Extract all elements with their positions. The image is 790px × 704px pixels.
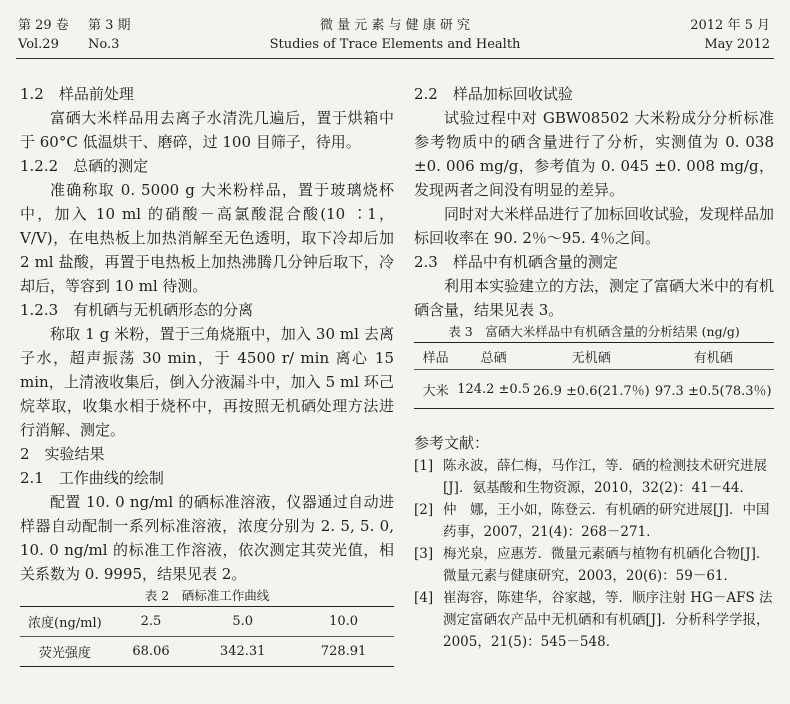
paragraph: 准确称取 0. 5000 g 大米粉样品，置于玻璃烧杯中，加入 10 ml 的硝酸－高氯酸混合酸(10 ∶1，V/V)，在电热板上加热消解至无色透明，取下冷却后加 2 ml 盐酸，再置于电热板上加热沸腾几分钟后取下，冷却后，等容到 10 ml 待测。 bbox=[20, 181, 394, 295]
table-bottom-rule bbox=[20, 666, 394, 667]
table-cell: 68.06 bbox=[132, 644, 170, 659]
table-cell: 2.5 bbox=[140, 614, 162, 629]
table-cell: 26.9 ±0.6(21.7％) bbox=[532, 383, 650, 399]
table-row-label: 浓度(ng/ml) bbox=[28, 616, 102, 631]
header-date-en: May 2012 bbox=[704, 37, 770, 52]
section-heading: 2.1 工作曲线的绘制 bbox=[20, 469, 164, 487]
paragraph: 同时对大米样品进行了加标回收试验，发现样品加标回收率在 90. 2％～95. 4％之间。 bbox=[414, 205, 775, 247]
reference-number: [4] bbox=[414, 590, 434, 606]
table-row-label: 荧光强度 bbox=[38, 646, 91, 661]
table-cell: 342.31 bbox=[219, 644, 266, 659]
section-heading: 1.2 样品前处理 bbox=[20, 85, 134, 103]
reference-item bbox=[414, 499, 774, 543]
references-heading: 参考文献： bbox=[414, 434, 490, 452]
table-row bbox=[414, 370, 774, 408]
journal-title-en: Studies of Trace Elements and Health bbox=[269, 37, 521, 52]
left-column bbox=[20, 82, 394, 667]
section-heading: 2.2 样品加标回收试验 bbox=[414, 85, 573, 103]
table-2 bbox=[20, 607, 394, 666]
paragraph: 称取 1 g 米粉，置于三角烧瓶中，加入 30 ml 去离子水，超声振荡 30 min，于 4500 r/ min 离心 15 min，上清液收集后，倒入分液漏斗中，加入 5 ml 环己烷萃取，收集水相于烧杯中，再按照无机硒处理方法进行消解、测定。 bbox=[20, 325, 394, 439]
table-header: 总硒 bbox=[480, 350, 507, 366]
paragraph: 富硒大米样品用去离子水清洗几遍后，置于烘箱中于 60°C 低温烘干、磨碎，过 100 目筛子，待用。 bbox=[20, 109, 394, 151]
table-cell: 大米 bbox=[422, 383, 449, 399]
reference-text: 仲 娜，王小如，陈登云．有机硒的研究进展[J]．中国药事，2007，21(4)：268－271． bbox=[443, 502, 770, 540]
table-row bbox=[20, 637, 394, 666]
reference-item bbox=[414, 543, 774, 587]
paragraph: 试验过程中对 GBW08502 大米粉成分分析标准参考物质中的硒含量进行了分析，实测值为 0. 038 ±0. 006 mg/g，参考值为 0. 045 ±0. 008 mg/g，发现两者之间没有明显的差异。 bbox=[414, 109, 774, 199]
reference-text: 陈永波，薛仁梅，马作江，等．硒的检测技术研究进展[J]．氨基酸和生物资源，2010，32(2)：41－44． bbox=[443, 458, 767, 496]
section-heading: 1.2.2 总硒的测定 bbox=[20, 157, 149, 175]
header-date-cn: 2012 年 5 月 bbox=[690, 18, 770, 33]
header-date bbox=[690, 16, 770, 54]
header-divider bbox=[16, 58, 774, 59]
table-cell: 728.91 bbox=[320, 644, 367, 659]
table-header: 有机硒 bbox=[693, 350, 733, 366]
header-volume-cn: 第 29 卷 bbox=[18, 18, 69, 33]
reference-text: 梅光泉，应惠芳．微量元素硒与植物有机硒化合物[J]．微量元素与健康研究，2003，20(6)：59－61． bbox=[443, 546, 770, 584]
table-cell: 5.0 bbox=[232, 614, 254, 629]
table-header: 无机硒 bbox=[571, 350, 611, 366]
section-heading: 1.2.3 有机硒与无机硒形态的分离 bbox=[20, 301, 254, 319]
table-3 bbox=[414, 343, 774, 408]
table-cell: 97.3 ±0.5(78.3％) bbox=[654, 383, 772, 399]
section-heading: 2.3 样品中有机硒含量的测定 bbox=[414, 253, 618, 271]
table-2-caption: 表 2 硒标准工作曲线 bbox=[144, 588, 270, 603]
table-row bbox=[20, 607, 394, 636]
paragraph: 利用本实验建立的方法，测定了富硒大米中的有机硒含量，结果见表 3。 bbox=[414, 277, 775, 319]
reference-number: [2] bbox=[414, 502, 434, 518]
journal-title-cn: 微 量 元 素 与 健 康 研 究 bbox=[319, 18, 471, 33]
header-journal bbox=[0, 16, 790, 54]
reference-number: [1] bbox=[414, 458, 434, 474]
right-column bbox=[414, 82, 774, 653]
table-cell: 124.2 ±0.5 bbox=[457, 381, 531, 397]
reference-list bbox=[414, 455, 774, 653]
header-issue-en: No.3 bbox=[88, 37, 120, 52]
table-cell: 10.0 bbox=[329, 614, 359, 629]
section-heading: 2 实验结果 bbox=[20, 445, 105, 463]
reference-item bbox=[414, 455, 774, 499]
reference-item bbox=[414, 587, 774, 653]
table-header: 样品 bbox=[422, 350, 449, 366]
table-header-row bbox=[414, 343, 774, 369]
paragraph: 配置 10. 0 ng/ml 的硒标准溶液，仪器通过自动进样器自动配制一系列标准溶液，浓度分别为 2. 5, 5. 0, 10. 0 ng/ml 的标准工作溶液，依次测定其荧光值，相关系数为 0. 9995，结果见表 2。 bbox=[20, 493, 394, 583]
header-volume-en: Vol.29 bbox=[18, 37, 59, 52]
header-issue-cn: 第 3 期 bbox=[88, 18, 131, 33]
reference-text: 崔海容，陈建华，谷家越，等．顺序注射 HG－AFS 法测定富硒农产品中无机硒和有机硒[J]．分析科学学报，2005，21(5)：545－548． bbox=[443, 590, 773, 650]
table-3-caption: 表 3 富硒大米样品中有机硒含量的分析结果 (ng/g) bbox=[448, 324, 740, 339]
reference-number: [3] bbox=[414, 546, 434, 562]
